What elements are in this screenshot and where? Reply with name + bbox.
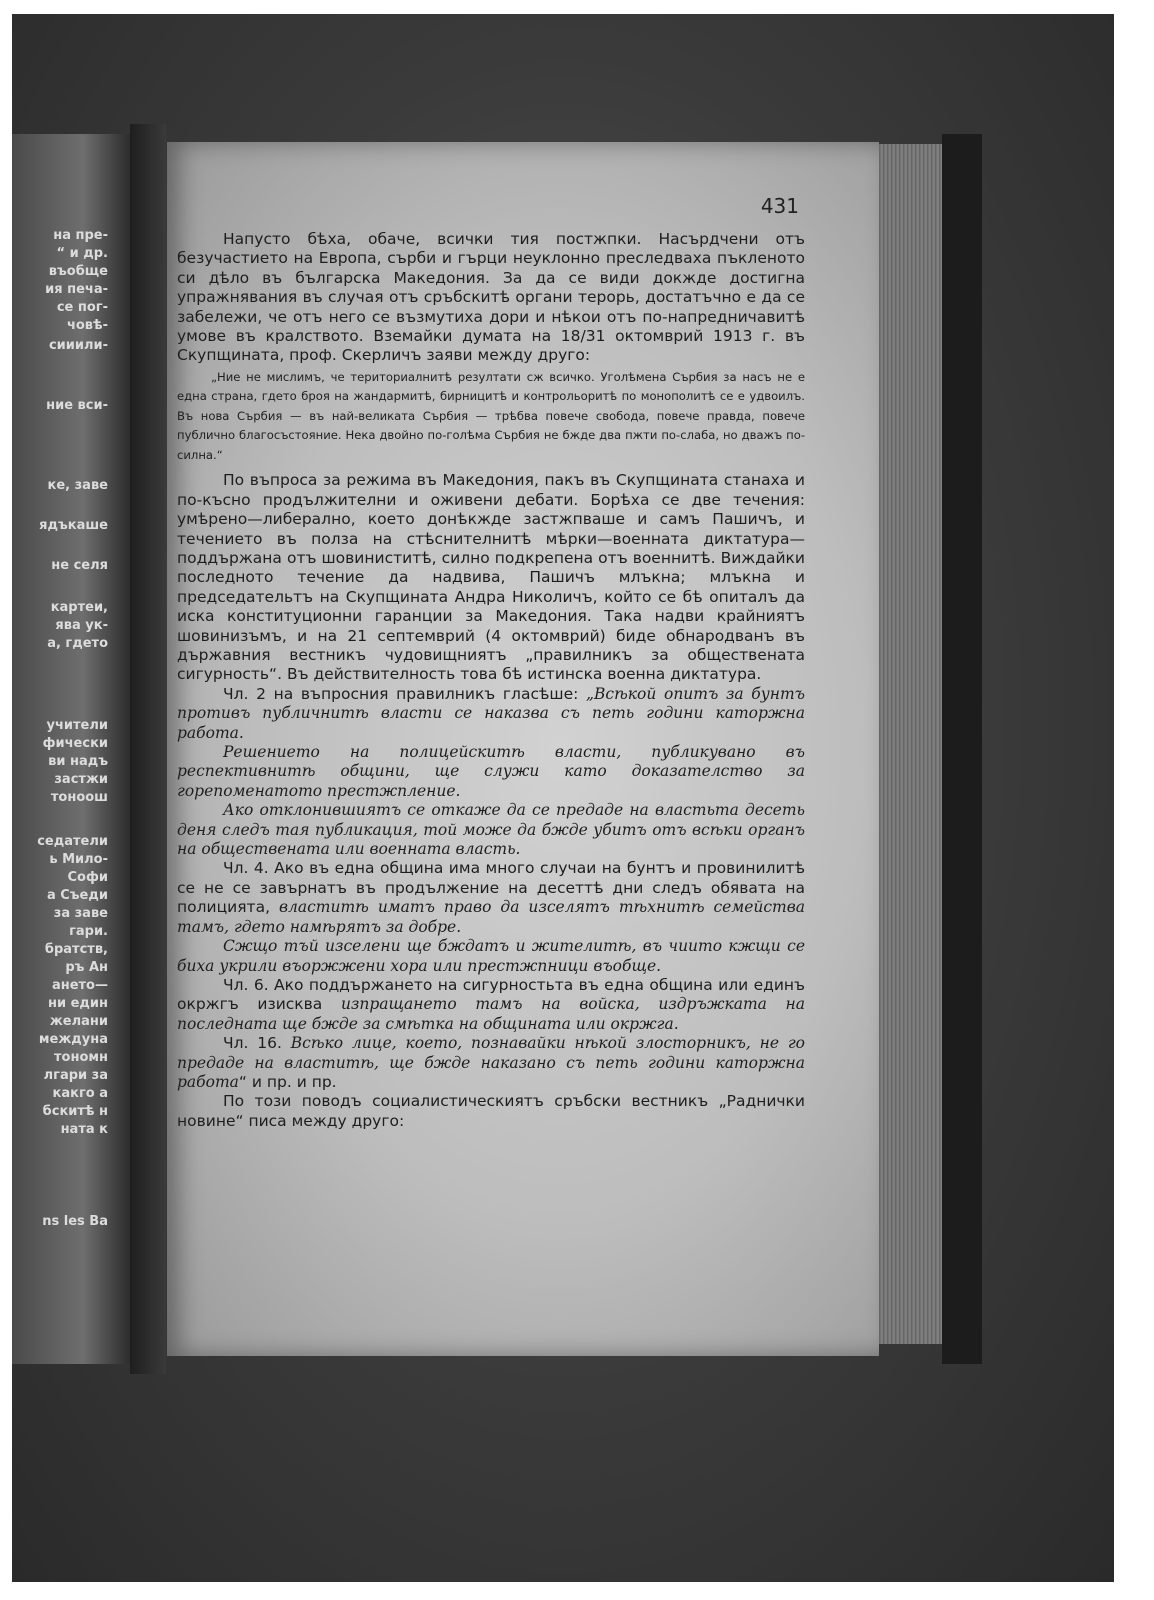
left-page-line: междуна bbox=[38, 1032, 108, 1047]
text-span: “ и пр. и пр. bbox=[238, 1072, 337, 1091]
left-page-line: ь Мило- bbox=[49, 852, 108, 867]
left-page-line: ия печа- bbox=[45, 282, 108, 297]
left-page-line: а Съеди bbox=[46, 888, 108, 903]
text-span: Чл. 2 на въпросния правилникъ гласѣше: bbox=[223, 684, 586, 703]
left-page-line: а, гдето bbox=[47, 636, 108, 651]
left-page-line: ната к bbox=[60, 1122, 108, 1137]
text-span: По този поводъ социалистическиятъ сръбски вестникъ „Раднички новине“ писа между друго: bbox=[177, 1092, 805, 1130]
italic-text: „Всѣкой опитъ за бунтъ противъ публичнитѣ власти се наказва съ петь години каторжна работа. bbox=[177, 684, 805, 742]
body-paragraph bbox=[177, 230, 805, 366]
italic-text: властитѣ иматъ право да изселятъ тѣхнитѣ семейства тамъ, гдето намѣрятъ за добре. bbox=[177, 898, 805, 936]
body-paragraph bbox=[177, 1034, 805, 1092]
page-text bbox=[177, 230, 805, 1131]
text-span: Напусто бѣха, обаче, всички тия постжпки. Насърдчени отъ безучастието на Европа, сърби и гърци неуклонно преследваха пъкленото си дѣло въ българска Македония. За да се види докжде достигна упражнявания въ случая отъ сръбскитѣ органи терорь, достатъчно е да се забележи, че отъ него се възмутиха дори и нѣкои отъ по-напредничавитѣ умове въ кралството. Вземайки думата на 18/31 октомврий 1913 г. въ Скупщината, проф. Скерличъ заяви между друго: bbox=[177, 230, 805, 365]
left-page-line: ns les Ba bbox=[42, 1214, 108, 1229]
left-page-line: за заве bbox=[53, 906, 108, 921]
left-page-line: тономн bbox=[54, 1050, 108, 1065]
left-page-line: не селя bbox=[51, 558, 108, 573]
left-page-fragment bbox=[12, 134, 130, 1364]
left-page-line: въобще bbox=[48, 264, 108, 279]
body-paragraph bbox=[177, 471, 805, 684]
italic-text: Сжщо тъй изселени ще бждатъ и жителитѣ, въ чиито кжщи се биха укрили въоржжени хора или престжпници въобще. bbox=[177, 937, 805, 975]
body-paragraph bbox=[177, 976, 805, 1034]
body-paragraph bbox=[177, 685, 805, 743]
left-page-line: ява ук- bbox=[55, 618, 108, 633]
left-page-line: картеи, bbox=[50, 600, 108, 615]
left-page-line: гари. bbox=[69, 924, 108, 939]
body-paragraph bbox=[177, 801, 805, 859]
book-gutter bbox=[130, 124, 166, 1374]
left-page-line: фически bbox=[42, 736, 108, 751]
left-page-line: застжи bbox=[54, 772, 108, 787]
left-page-line: седатели bbox=[37, 834, 108, 849]
text-span: Чл. 16. bbox=[223, 1034, 291, 1053]
left-page-line: “ и др. bbox=[56, 246, 108, 261]
right-shadow bbox=[942, 134, 982, 1364]
body-paragraph bbox=[177, 859, 805, 937]
left-page-line: ке, заве bbox=[47, 478, 108, 493]
left-page-line: ядъкаше bbox=[39, 518, 108, 533]
left-page-line: на пре- bbox=[53, 228, 108, 243]
text-span: Чл. 6. Ако поддържането на сигурностьта въ една община или единъ окржгъ изисква bbox=[177, 975, 805, 1014]
left-page-line: ви надъ bbox=[48, 754, 108, 769]
italic-text: Решението на полицейскитѣ власти, публикувано въ респективнитѣ общини, ще служи като доказателство за горепоменатото престжпление. bbox=[177, 743, 805, 800]
scan-background bbox=[12, 14, 1114, 1582]
left-page-line: тоноош bbox=[50, 790, 108, 805]
left-page-line: ръ Ан bbox=[65, 960, 108, 975]
page-number: 431 bbox=[760, 194, 799, 218]
left-page-line: Софи bbox=[67, 870, 108, 885]
left-page-line: лгари за bbox=[43, 1068, 108, 1083]
left-page-line: братств, bbox=[44, 942, 108, 957]
text-span: „Ние не мислимъ, че териториалнитѣ резултати сж всичко. Уголѣмена Сърбия за насъ не е една страна, гдето броя на жандармитѣ, бирницитѣ и контрольоритѣ по монополитѣ се е удвоилъ. Въ нова Сърбия — въ най-великата Сърбия — трѣбва повече свобода, повече правда, повече публично благосъстояние. Нека двойно по-голѣма Сърбия не бжде два пжти по-слаба, но дважъ по-силна.“ bbox=[177, 369, 805, 462]
left-page-line: какго а bbox=[52, 1086, 108, 1101]
left-page-line: учители bbox=[46, 718, 108, 733]
left-page-line: се пог- bbox=[56, 300, 108, 315]
left-page-line: желани bbox=[49, 1014, 108, 1029]
body-paragraph bbox=[177, 1092, 805, 1131]
quote-paragraph bbox=[177, 368, 805, 466]
italic-text: Всѣко лице, което, познавайки нѣкой злосторникъ, не го предаде на властитѣ, ще бжде наказано съ петь години каторжна работа bbox=[177, 1034, 805, 1091]
book-page bbox=[167, 142, 879, 1356]
left-page-line: ни един bbox=[47, 996, 108, 1011]
left-page-line: ние вси- bbox=[46, 398, 108, 413]
body-paragraph bbox=[177, 937, 805, 976]
left-page-line: бскитѣ н bbox=[42, 1104, 108, 1119]
left-page-line: ането— bbox=[51, 978, 108, 993]
body-paragraph bbox=[177, 743, 805, 801]
text-span: Чл. 4. Ако въ една община има много случаи на бунтъ и провинилитѣ се не се завърнатъ въ продължение на десеттѣ дни следъ обявата на полицията, bbox=[177, 859, 805, 917]
italic-text: Ако отклонившиятъ се откаже да се предаде на властьта десеть деня следъ тая публикация, той може да бжде убитъ отъ всѣки органъ на обществената или военната власть. bbox=[177, 801, 805, 859]
italic-text: изпращането тамъ на войска, издръжката на последната ще бжде за смѣтка на общината или окржга. bbox=[177, 995, 805, 1033]
left-page-line: човѣ- bbox=[66, 318, 108, 333]
text-span: По въпроса за режима въ Македония, пакъ въ Скупщината станаха и по-късно продължителни и оживени дебати. Борѣха се две течения: умѣрено—либерално, което донѣкжде застжпваше и самъ Пашичъ, и течението въ полза на стѣснителнитѣ мѣрки—военната диктатура—поддържана отъ шовиниститѣ, силно подкрепена отъ военнитѣ. Виждайки последното течение да надвива, Пашичъ млъкна; млъкна и председательтъ на Скупщината Андра Николичъ, който се бѣ опиталъ да иска конституционни гаранции за Македония. Така надви крайниятъ шовинизъмъ, и на 21 септемврий (4 октомврий) биде обнародванъ въ държавния вестникъ чудовищниятъ „правилникъ за обществената сигурность“. Въ действителность това бѣ истинска военна диктатура. bbox=[177, 471, 805, 684]
page-edges bbox=[872, 144, 942, 1344]
left-page-line: сииили- bbox=[48, 338, 108, 353]
